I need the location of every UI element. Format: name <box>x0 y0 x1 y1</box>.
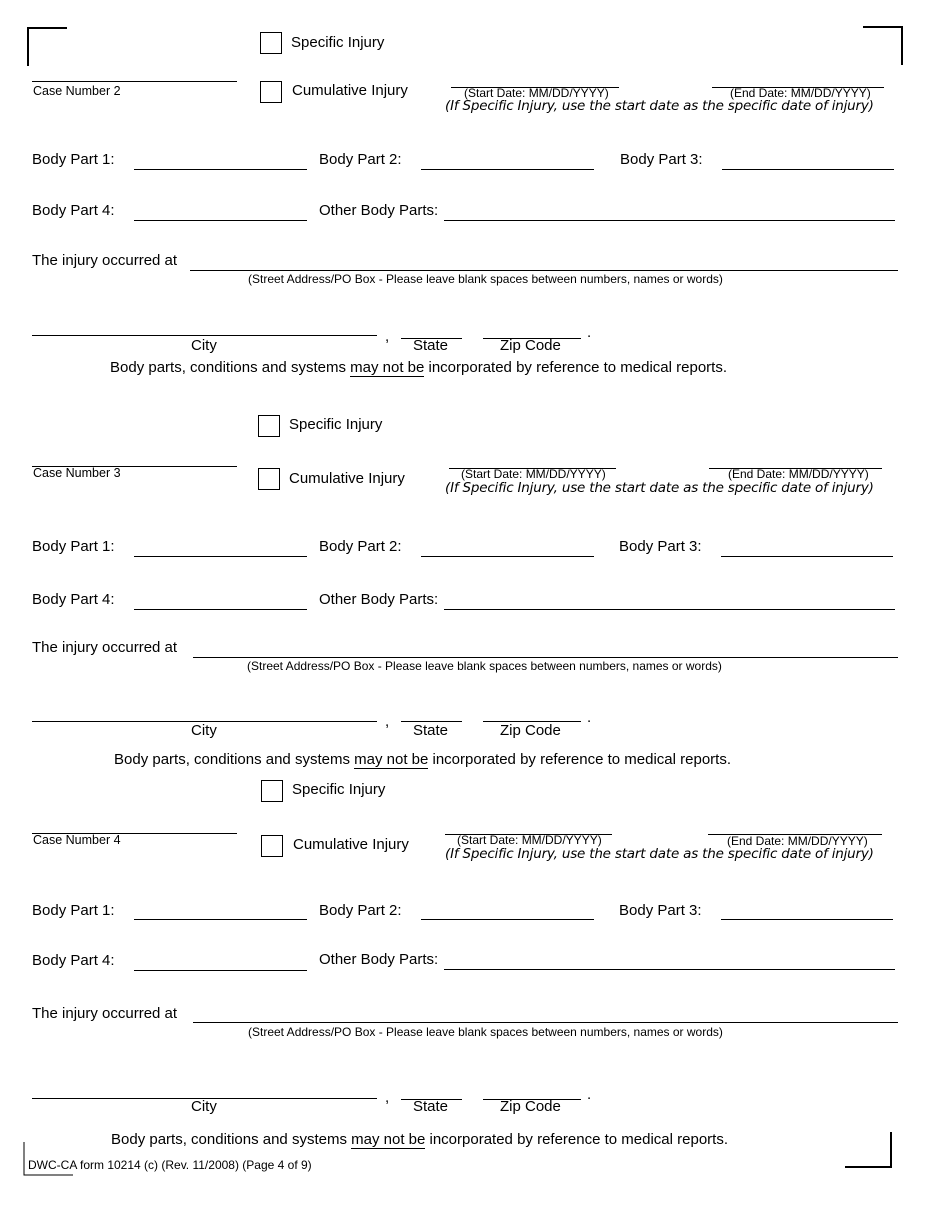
body-part-4-field[interactable] <box>134 591 307 610</box>
injury-location-label: The injury occurred at <box>32 639 178 656</box>
body-part-3-field[interactable] <box>721 901 893 920</box>
start-date-label: (Start Date: MM/DD/YYYY) <box>457 833 602 847</box>
form-footer-id: DWC-CA form 10214 (c) (Rev. 11/2008) (Page 4 of 9) <box>28 1158 312 1172</box>
incorporation-notice: Body parts, conditions and systems may not be incorporated by reference to medical reports. <box>111 1131 728 1148</box>
corner-mark-bottom-right <box>844 1131 894 1169</box>
body-part-4-label: Body Part 4: <box>32 591 115 608</box>
body-part-4-field[interactable] <box>134 952 307 971</box>
cumulative-injury-checkbox[interactable] <box>260 81 282 103</box>
zip-label: Zip Code <box>500 1098 561 1115</box>
body-part-4-label: Body Part 4: <box>32 952 115 969</box>
period: . <box>587 1086 592 1103</box>
body-part-3-field[interactable] <box>721 538 893 557</box>
end-date-label: (End Date: MM/DD/YYYY) <box>727 834 868 848</box>
case-number-field[interactable] <box>32 448 237 467</box>
date-note: (If Specific Injury, use the start date as the specific date of injury) <box>445 98 874 114</box>
cumulative-injury-label: Cumulative Injury <box>293 836 409 853</box>
incorporation-notice: Body parts, conditions and systems may not be incorporated by reference to medical reports. <box>114 751 731 768</box>
other-body-parts-label: Other Body Parts: <box>319 951 439 968</box>
address-hint: (Street Address/PO Box - Please leave blank spaces between numbers, names or words) <box>248 1025 723 1039</box>
city-label: City <box>191 337 217 354</box>
body-part-2-label: Body Part 2: <box>319 151 402 168</box>
specific-injury-label: Specific Injury <box>291 34 385 51</box>
city-field[interactable] <box>32 317 377 336</box>
date-note: (If Specific Injury, use the start date as the specific date of injury) <box>445 846 874 862</box>
comma: , <box>385 1089 390 1106</box>
specific-injury-label: Specific Injury <box>292 781 386 798</box>
body-part-3-label: Body Part 3: <box>619 538 702 555</box>
specific-injury-checkbox[interactable] <box>260 32 282 54</box>
case-number-field[interactable] <box>32 815 237 834</box>
body-part-3-field[interactable] <box>722 151 894 170</box>
body-part-2-label: Body Part 2: <box>319 902 402 919</box>
body-part-2-field[interactable] <box>421 151 594 170</box>
body-part-1-label: Body Part 1: <box>32 151 115 168</box>
end-date-label: (End Date: MM/DD/YYYY) <box>728 467 869 481</box>
address-hint: (Street Address/PO Box - Please leave blank spaces between numbers, names or words) <box>248 272 723 286</box>
city-field[interactable] <box>32 1080 377 1099</box>
other-body-parts-label: Other Body Parts: <box>319 591 439 608</box>
specific-injury-label: Specific Injury <box>289 416 383 433</box>
corner-mark-top-left <box>27 27 69 67</box>
injury-location-label: The injury occurred at <box>32 1005 178 1022</box>
corner-mark-top-right <box>862 26 904 66</box>
address-hint: (Street Address/PO Box - Please leave blank spaces between numbers, names or words) <box>247 659 722 673</box>
state-label: State <box>413 337 449 354</box>
cumulative-injury-label: Cumulative Injury <box>289 470 405 487</box>
city-label: City <box>191 722 217 739</box>
end-date-field[interactable] <box>708 816 882 835</box>
state-label: State <box>413 722 449 739</box>
body-part-1-label: Body Part 1: <box>32 902 115 919</box>
other-body-parts-field[interactable] <box>444 951 895 970</box>
street-address-field[interactable] <box>193 1004 898 1023</box>
cumulative-injury-checkbox[interactable] <box>261 835 283 857</box>
other-body-parts-field[interactable] <box>444 591 895 610</box>
incorporation-notice: Body parts, conditions and systems may not be incorporated by reference to medical reports. <box>110 359 727 376</box>
body-part-3-label: Body Part 3: <box>620 151 703 168</box>
body-part-4-field[interactable] <box>134 202 307 221</box>
case-number-label: Case Number 2 <box>33 84 121 98</box>
start-date-label: (Start Date: MM/DD/YYYY) <box>464 86 609 100</box>
street-address-field[interactable] <box>190 252 898 271</box>
body-part-4-label: Body Part 4: <box>32 202 115 219</box>
body-part-1-label: Body Part 1: <box>32 538 115 555</box>
other-body-parts-field[interactable] <box>444 202 895 221</box>
period: . <box>587 709 592 726</box>
cumulative-injury-label: Cumulative Injury <box>292 82 408 99</box>
zip-label: Zip Code <box>500 337 561 354</box>
body-part-1-field[interactable] <box>134 538 307 557</box>
body-part-2-field[interactable] <box>421 538 594 557</box>
body-part-2-field[interactable] <box>421 901 594 920</box>
city-field[interactable] <box>32 703 377 722</box>
state-field[interactable] <box>401 703 462 722</box>
case-number-field[interactable] <box>32 63 237 82</box>
body-part-2-label: Body Part 2: <box>319 538 402 555</box>
comma: , <box>385 328 390 345</box>
end-date-label: (End Date: MM/DD/YYYY) <box>730 86 871 100</box>
case-number-label: Case Number 4 <box>33 833 121 847</box>
body-part-3-label: Body Part 3: <box>619 902 702 919</box>
period: . <box>587 324 592 341</box>
specific-injury-checkbox[interactable] <box>261 780 283 802</box>
cumulative-injury-checkbox[interactable] <box>258 468 280 490</box>
injury-location-label: The injury occurred at <box>32 252 178 269</box>
body-part-1-field[interactable] <box>134 151 307 170</box>
start-date-label: (Start Date: MM/DD/YYYY) <box>461 467 606 481</box>
comma: , <box>385 713 390 730</box>
city-label: City <box>191 1098 217 1115</box>
date-note: (If Specific Injury, use the start date as the specific date of injury) <box>445 480 874 496</box>
state-label: State <box>413 1098 449 1115</box>
specific-injury-checkbox[interactable] <box>258 415 280 437</box>
zip-label: Zip Code <box>500 722 561 739</box>
other-body-parts-label: Other Body Parts: <box>319 202 439 219</box>
zip-field[interactable] <box>483 703 581 722</box>
body-part-1-field[interactable] <box>134 901 307 920</box>
case-number-label: Case Number 3 <box>33 466 121 480</box>
street-address-field[interactable] <box>193 639 898 658</box>
